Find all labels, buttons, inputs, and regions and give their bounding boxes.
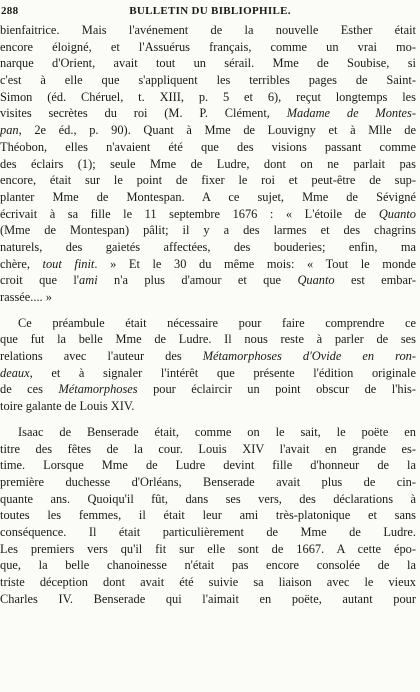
text-line: Isaac de Benserade était, comme on le sait, le poëte en <box>18 424 416 439</box>
text-line: (Mme de Montespan) pâlit; il y a des larmes et des chagrins <box>0 223 416 238</box>
text-line: naturels, des gaietés affectées, des bouderies; enfin, ma <box>0 239 416 254</box>
italic-segment: pan <box>0 123 19 138</box>
paragraph <box>0 22 416 306</box>
text-segment: . » Et le 30 du même mois: « Tout le monde <box>94 256 416 271</box>
italic-segment: ami <box>79 273 98 288</box>
text-line: Théobon, elles n'avaient été que des visions passant comme <box>0 139 416 154</box>
text-line: time. Lorsque Mme de Ludre devint fille d'honneur de la <box>0 458 416 473</box>
text-line: encore, était sur le point de fixer le roi et peut-être de sup- <box>0 173 416 188</box>
page-header <box>0 4 420 18</box>
text-segment: croit que l' <box>0 273 80 288</box>
italic-segment: Madame de Montes- <box>286 106 416 121</box>
text-line: toutes les femmes, il était leur ami très-platonique et sans <box>0 508 416 523</box>
text-line <box>0 206 416 223</box>
text-line <box>0 348 416 365</box>
text-line: toire galante de Louis XIV. <box>0 399 135 414</box>
text-line <box>0 365 416 382</box>
paragraph-gap <box>0 306 416 315</box>
text-segment: relations avec l'auteur des <box>0 349 203 364</box>
paragraph <box>0 424 416 608</box>
italic-segment: Quanto <box>378 206 416 221</box>
text-line: planter Mme de Montespan. A ce sujet, Mme de Sévigné <box>0 189 416 204</box>
text-line: des éclairs (1); seule Mme de Ludre, dont on ne parlait pas <box>0 156 416 171</box>
page-number: 288 <box>1 5 19 17</box>
text-segment: est embar- <box>334 273 416 288</box>
text-segment: pour éclaircir un point obscur de l'his- <box>137 382 416 397</box>
text-line: rassée.... » <box>0 290 52 304</box>
text-line: triste déception dont avait été suivie sa liaison avec le vieux <box>0 575 416 589</box>
text-line: c'est à elle que s'appliquent les terribles pages de Saint- <box>0 73 416 88</box>
text-line: narque d'Orient, avait tout un sérail. Mme de Soubise, si <box>0 56 416 71</box>
text-line: que, la belle chanoinesse n'était pas encore consolée de la <box>0 558 416 573</box>
text-line: Ce préambule était nécessaire pour faire comprendre ce <box>18 315 416 330</box>
text-line: Simon (éd. Chéruel, t. XIII, p. 5 et 6), reçut longtemps les <box>0 89 416 104</box>
text-line <box>0 272 416 289</box>
text-line <box>0 105 416 122</box>
text-segment: n'a plus d'amour et que <box>97 273 298 288</box>
italic-segment: Métamorphoses d'Ovide en ron- <box>202 349 416 364</box>
paragraph <box>0 315 416 415</box>
italic-segment: Métamorphoses <box>58 382 138 397</box>
text-segment: de ces <box>0 382 59 397</box>
text-segment: visites secrètes du roi (M. P. Clément, <box>0 106 287 121</box>
text-line: première duchesse d'Orléans, Benserade avait plus de cin- <box>0 474 416 489</box>
text-segment: écrivait à sa fille le 11 septembre 1676 : « L'étoile de <box>0 206 379 221</box>
italic-segment: Quanto <box>297 273 335 288</box>
text-line <box>0 256 416 273</box>
text-line: conséquence. Il était particulièrement de Mme de Ludre. <box>0 524 416 539</box>
text-segment: , et à signaler l'intérêt que présente l'édition originale <box>29 365 416 380</box>
text-line: que fut la belle Mme de Ludre. Il nous reste à parler de ses <box>0 332 416 347</box>
text-segment: chère, <box>0 256 43 271</box>
paragraph-gap <box>0 415 416 424</box>
text-line: titre des fêtes de la cour. Louis XIV l'avait en grande es- <box>0 441 416 456</box>
page-body <box>0 22 416 607</box>
italic-segment: deaux <box>0 365 30 380</box>
text-line: Charles IV. Benserade qui l'aimait en poëte, autant pour <box>0 591 416 606</box>
text-line: Les premiers vers qu'il fit sur elle sont de 1667. A cette épo- <box>0 541 416 556</box>
text-line <box>0 122 416 139</box>
text-line: bienfaitrice. Mais l'avénement de la nouvelle Esther était <box>0 23 416 37</box>
text-segment: , 2e éd., p. 90). Quant à Mme de Louvigny et à Mlle de <box>18 123 416 138</box>
text-line: quante ans. Quoiqu'il fût, dans ses vers, des déclarations à <box>0 491 416 506</box>
running-title: BULLETIN DU BIBLIOPHILE. <box>129 5 291 17</box>
italic-segment: tout finit <box>42 256 95 271</box>
text-line <box>0 381 416 398</box>
text-line: encore éloigné, et l'Assuérus français, comme un vrai mo- <box>0 39 416 54</box>
